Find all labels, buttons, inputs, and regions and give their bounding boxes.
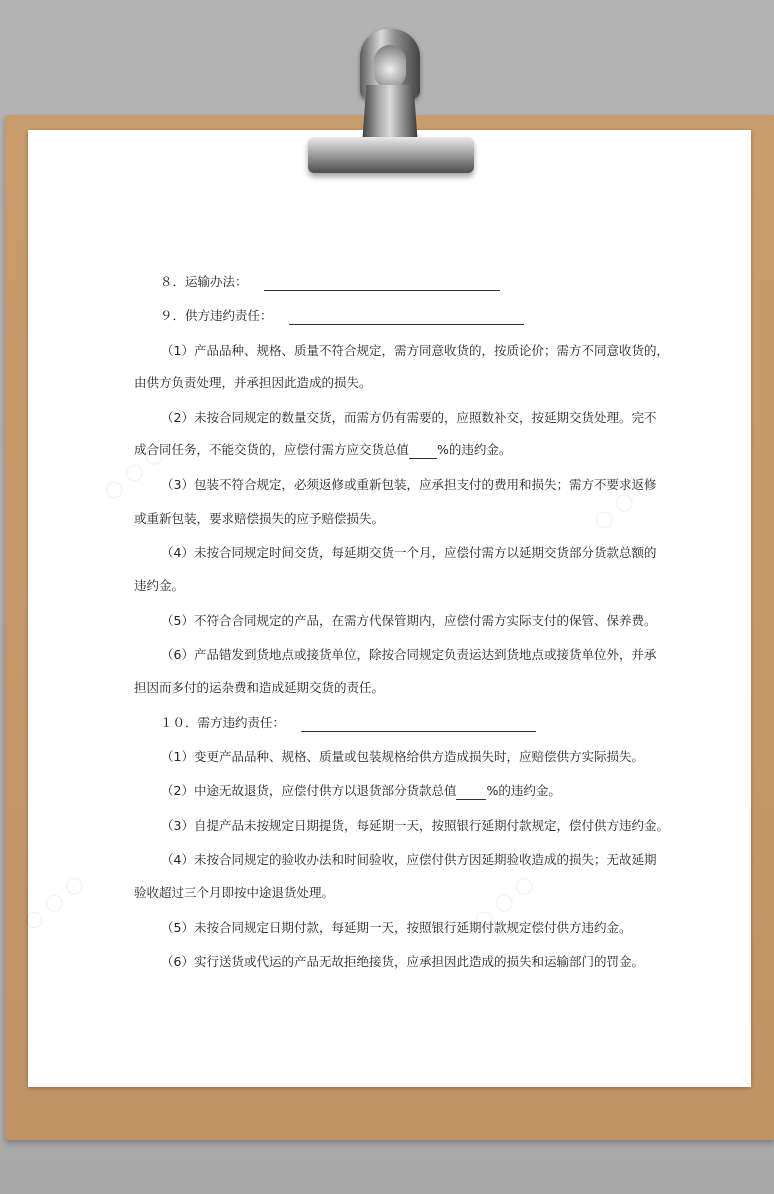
clause-line: 成合同任务，不能交货的，应偿付需方应交货总值 %的违约金。 bbox=[134, 442, 512, 457]
section-label: ８．运输办法： bbox=[160, 274, 248, 289]
watermark: ○ ○ ○ bbox=[588, 469, 660, 536]
section-8-heading bbox=[160, 273, 672, 291]
watermark: ○ ○ ○ bbox=[468, 869, 540, 936]
section-label: ９．供方违约责任： bbox=[160, 308, 273, 323]
clause-line: （1）变更产品品种、规格、质量或包装规格给供方造成损失时，应赔偿供方实际损失。 bbox=[161, 749, 644, 764]
clause-line: （6）实行送货或代运的产品无故拒绝接货，应承担因此造成的损失和运输部门的罚金。 bbox=[161, 954, 644, 969]
clause-line: （3）自提产品未按规定日期提货，每延期一天，按照银行延期付款规定，偿付供方违约金。 bbox=[161, 818, 669, 833]
clause-line: 违约金。 bbox=[134, 578, 185, 593]
clause-line: （5）不符合合同规定的产品，在需方代保管期内，应偿付需方实际支付的保管、保养费。 bbox=[161, 613, 657, 628]
blank-line bbox=[289, 312, 524, 325]
watermark: ○ ○ ○ bbox=[98, 439, 170, 506]
section-label: １０．需方违约责任： bbox=[160, 715, 286, 730]
clause-line: （3）包装不符合规定，必须返修或重新包装，应承担支付的费用和损失；需方不要求返修 bbox=[161, 477, 657, 492]
clause-line: 或重新包装，要求赔偿损失的应予赔偿损失。 bbox=[134, 511, 385, 526]
clause-line: （2）未按合同规定的数量交货，而需方仍有需要的，应照数补交，按延期交货处理。完不 bbox=[161, 410, 657, 425]
clause-line: 由供方负责处理，并承担因此造成的损失。 bbox=[134, 375, 372, 390]
blank-line bbox=[301, 719, 536, 732]
blank-line bbox=[409, 446, 437, 459]
clause-line: （6）产品错发到货地点或接货单位，除按合同规定负责运达到货地点或接货单位外，并承 bbox=[161, 647, 657, 662]
clause-line: （5）未按合同规定日期付款，每延期一天，按照银行延期付款规定偿付供方违约金。 bbox=[161, 920, 632, 935]
clause-line: （4）未按合同规定的验收办法和时间验收，应偿付供方因延期验收造成的损失；无故延期 bbox=[161, 852, 657, 867]
section-9-heading bbox=[160, 307, 672, 325]
clause-line: （2）中途无故退货，应偿付供方以退货部分货款总值 %的违约金。 bbox=[161, 783, 561, 798]
blank-line bbox=[264, 278, 500, 291]
blank-line bbox=[456, 787, 486, 800]
watermark: ○ ○ ○ bbox=[18, 869, 90, 936]
clause-line: （1）产品品种、规格、质量不符合规定，需方同意收货的，按质论价；需方不同意收货的， bbox=[161, 343, 669, 358]
clause-line: （4）未按合同规定时间交货，每延期交货一个月，应偿付需方以延期交货部分货款总额的 bbox=[161, 545, 657, 560]
clause-line: 验收超过三个月即按中途退货处理。 bbox=[134, 885, 335, 900]
section-10-heading bbox=[160, 714, 672, 732]
clause-line: 担因而多付的运杂费和造成延期交货的责任。 bbox=[134, 680, 385, 695]
